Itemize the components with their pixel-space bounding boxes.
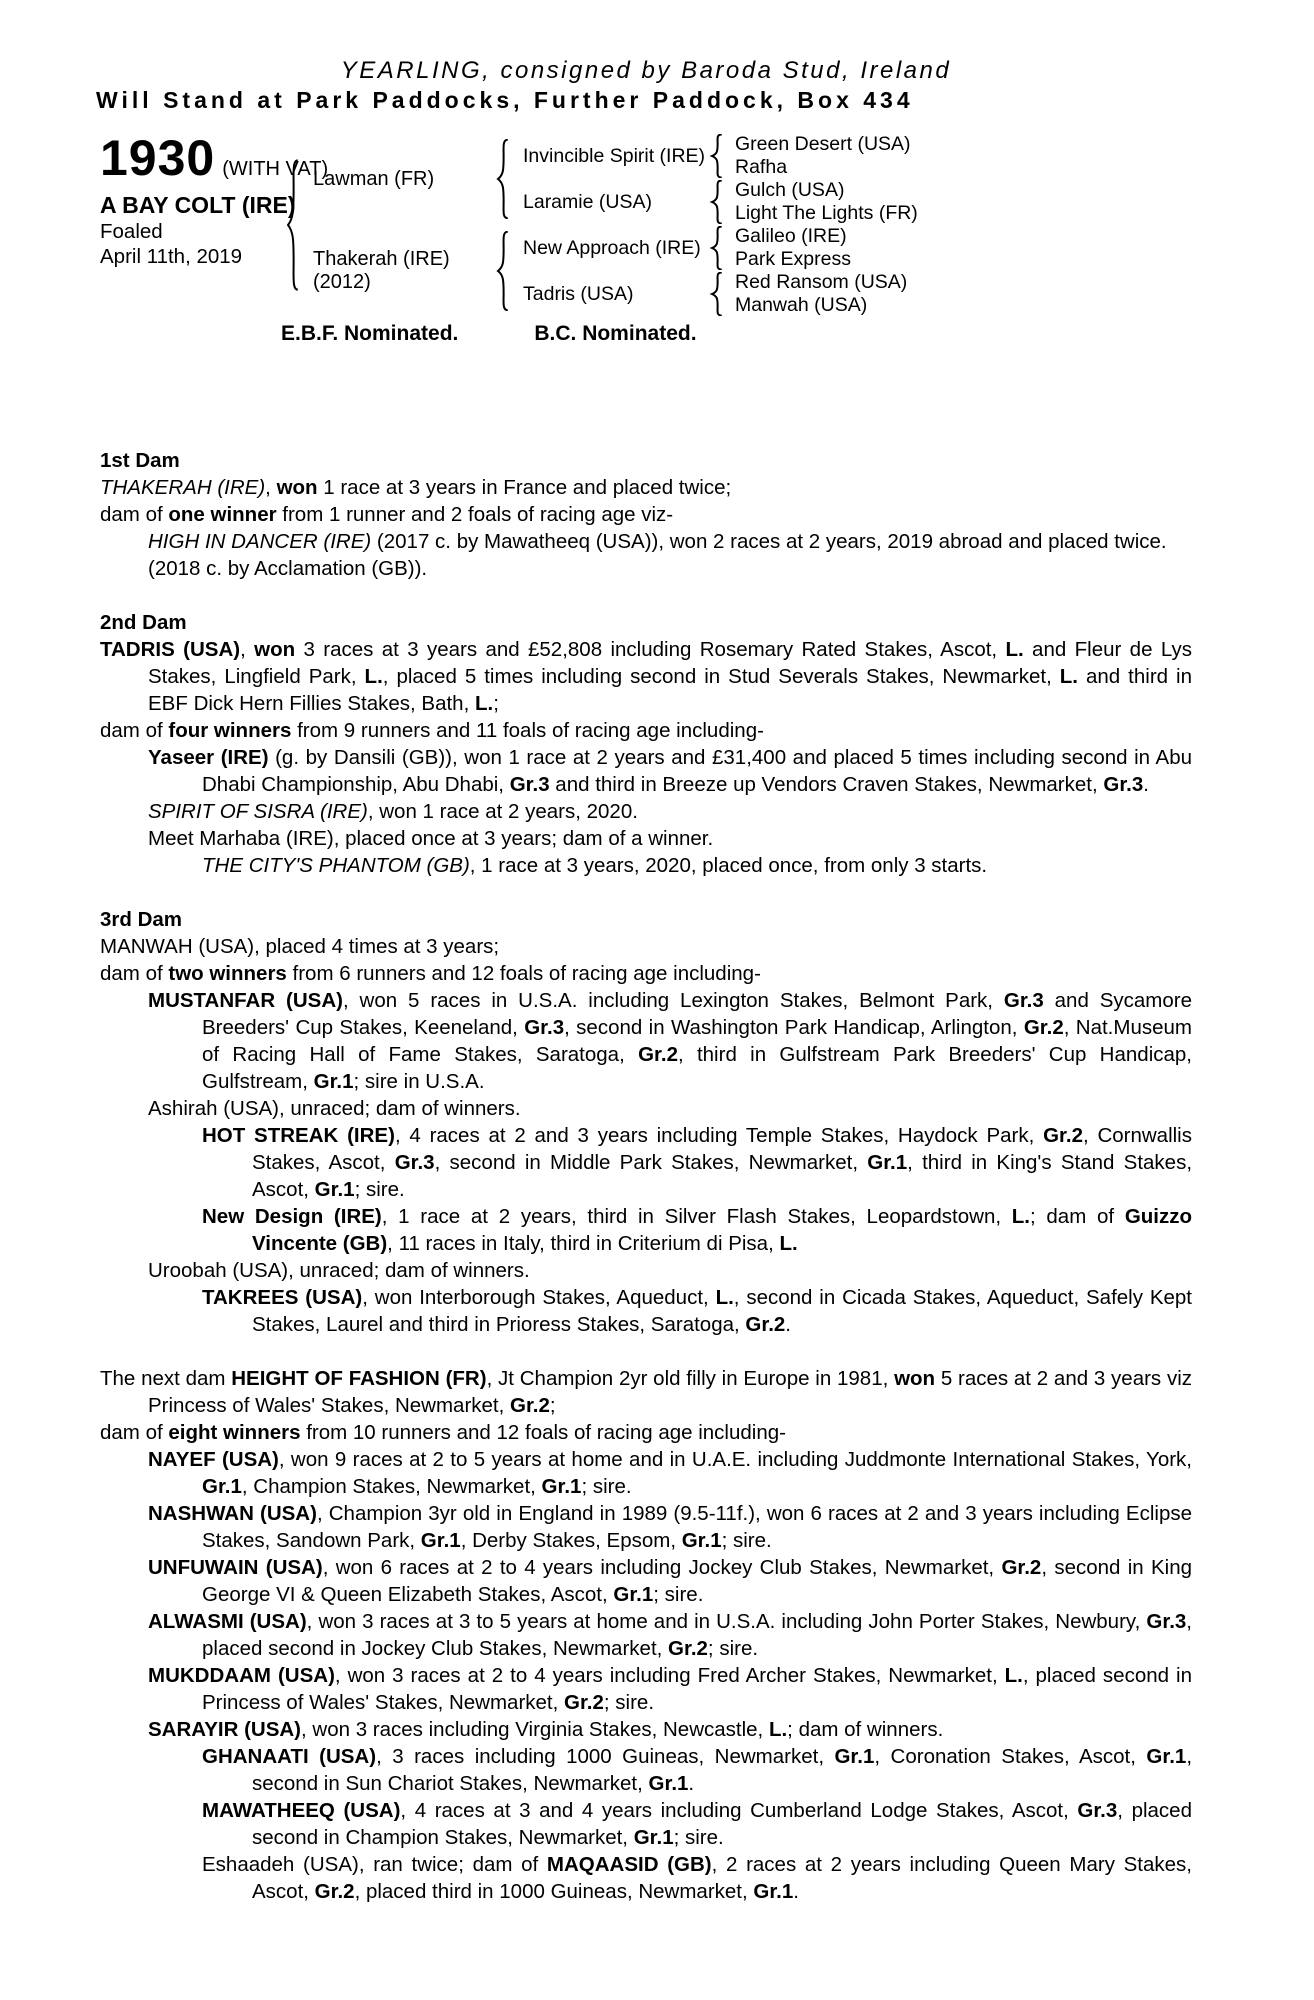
pedigree-section — [100, 447, 1192, 582]
sire-name-text: Lawman (FR) — [313, 167, 435, 190]
stand-location-line: Will Stand at Park Paddocks, Further Paddock, Box 434 — [96, 87, 914, 113]
dam-sire-dam: Park Express — [735, 248, 851, 270]
nominations-line — [281, 321, 1192, 347]
pedigree-brace — [709, 225, 729, 271]
pedigree-brace — [285, 156, 307, 294]
catalogue-paragraph: UNFUWAIN (USA), won 6 races at 2 to 4 years including Jockey Club Stakes, Newmarket, Gr.2, second in King George VI & Queen Elizabeth Stakes, Ascot, Gr.1; sire. — [148, 1556, 1193, 1606]
pedigree-brace — [495, 225, 517, 317]
pedigree-section — [100, 906, 1192, 1338]
pedigree-brace — [709, 133, 729, 179]
catalogue-paragraph: The next dam HEIGHT OF FASHION (FR), Jt Champion 2yr old filly in Europe in 1981, won 5 races at 2 and 3 years viz Princess of Wales' Stakes, Newmarket, Gr.2; — [100, 1367, 1192, 1417]
catalogue-paragraph: dam of one winner from 1 runner and 2 foals of racing age viz- — [100, 503, 674, 526]
dam-sire-sire: Galileo (IRE) — [735, 225, 847, 247]
catalogue-paragraph: SARAYIR (USA), won 3 races including Virginia Stakes, Newcastle, L.; dam of winners. — [148, 1718, 944, 1741]
catalogue-paragraph: Yaseer (IRE) (g. by Dansili (GB)), won 1 race at 2 years and £31,400 and placed 5 times including second in Abu Dhabi Championship, Abu Dhabi, Gr.3 and third in Breeze up Vendors Craven Stakes, Newmarket, Gr.3. — [148, 746, 1192, 796]
catalogue-paragraph: dam of four winners from 9 runners and 11 foals of racing age including- — [100, 719, 764, 742]
catalogue-paragraph: ALWASMI (USA), won 3 races at 3 to 5 years at home and in U.S.A. including John Porter Stakes, Newbury, Gr.3, placed second in Jockey Club Stakes, Newmarket, Gr.2; sire. — [148, 1610, 1192, 1660]
section-heading: 1st Dam — [100, 449, 180, 472]
sire-dam-sire: Gulch (USA) — [735, 179, 845, 201]
ebf-nominated: E.B.F. Nominated. — [281, 322, 459, 345]
catalogue-paragraph: MUKDDAAM (USA), won 3 races at 2 to 4 years including Fred Archer Stakes, Newmarket, L., placed second in Princess of Wales' Stakes, Newmarket, Gr.2; sire. — [148, 1664, 1192, 1714]
foaled-date: April 11th, 2019 — [100, 245, 243, 268]
dam-sire-name: New Approach (IRE) — [523, 236, 701, 259]
pedigree-brace — [709, 179, 729, 225]
dam-dam-dam: Manwah (USA) — [735, 294, 868, 316]
catalogue-paragraph: THAKERAH (IRE), won 1 race at 3 years in France and placed twice; — [100, 476, 732, 499]
catalogue-paragraph: GHANAATI (USA), 3 races including 1000 Guineas, Newmarket, Gr.1, Coronation Stakes, Ascot, Gr.1, second in Sun Chariot Stakes, Newmarket, Gr.1. — [202, 1745, 1193, 1795]
catalogue-paragraph: New Design (IRE), 1 race at 2 years, third in Silver Flash Stakes, Leopardstown, L.; dam of Guizzo Vincente (GB), 11 races in Italy, third in Criterium di Pisa, L. — [202, 1205, 1192, 1255]
pedigree-tree — [100, 130, 1192, 317]
catalogue-paragraph: HIGH IN DANCER (IRE) (2017 c. by Mawatheeq (USA)), won 2 races at 2 years, 2019 abroad and placed twice. — [148, 530, 1167, 553]
catalogue-paragraph: NASHWAN (USA), Champion 3yr old in England in 1989 (9.5-11f.), won 6 races at 2 and 3 years including Eclipse Stakes, Sandown Park, Gr.1, Derby Stakes, Epsom, Gr.1; sire. — [148, 1502, 1193, 1552]
catalogue-paragraph: MUSTANFAR (USA), won 5 races in U.S.A. including Lexington Stakes, Belmont Park, Gr.3 and Sycamore Breeders' Cup Stakes, Keeneland, Gr.3, second in Washington Park Handicap, Arlington, Gr.2, Nat.Museum of Racing Hall of Fame Stakes, Saratoga, Gr.2, third in Gulfstream Park Breeders' Cup Handicap, Gulfstream, Gr.1; sire in U.S.A. — [148, 989, 1193, 1093]
dam-name-text: Thakerah (IRE) — [313, 248, 450, 270]
section-heading: 2nd Dam — [100, 611, 187, 634]
catalogue-paragraph: MANWAH (USA), placed 4 times at 3 years; — [100, 935, 500, 958]
catalogue-paragraph: Ashirah (USA), unraced; dam of winners. — [148, 1097, 521, 1120]
catalogue-paragraph: (2018 c. by Acclamation (GB)). — [148, 557, 428, 580]
sire-sire-dam: Rafha — [735, 156, 788, 178]
sire-sire-name: Invincible Spirit (IRE) — [523, 144, 706, 167]
sire-dam-dam: Light The Lights (FR) — [735, 202, 918, 224]
catalogue-paragraph: TAKREES (USA), won Interborough Stakes, Aqueduct, L., second in Cicada Stakes, Aqueduct, Safely Kept Stakes, Laurel and third in Prioress Stakes, Saratoga, Gr.2. — [202, 1286, 1192, 1336]
horse-description: A BAY COLT (IRE) — [100, 192, 296, 218]
foaled-label: Foaled — [100, 220, 163, 243]
pedigree-section — [100, 1365, 1192, 1905]
catalogue-paragraph: Eshaadeh (USA), ran twice; dam of MAQAASID (GB), 2 races at 2 years including Queen Mary Stakes, Ascot, Gr.2, placed third in 1000 Guineas, Newmarket, Gr.1. — [202, 1853, 1192, 1903]
dam-dam-sire: Red Ransom (USA) — [735, 271, 908, 293]
pedigree-brace — [709, 271, 729, 317]
catalogue-paragraph: dam of two winners from 6 runners and 12 foals of racing age including- — [100, 962, 761, 985]
dam-name — [307, 225, 495, 317]
sire-sire-sire: Green Desert (USA) — [735, 133, 911, 155]
lot-number-line — [100, 130, 329, 186]
bc-nominated: B.C. Nominated. — [534, 322, 697, 345]
dam-year-text: (2012) — [313, 271, 371, 293]
catalogue-paragraph: SPIRIT OF SISRA (IRE), won 1 race at 2 years, 2020. — [148, 800, 638, 823]
sire-name — [307, 133, 495, 225]
catalogue-paragraph: Uroobah (USA), unraced; dam of winners. — [148, 1259, 530, 1282]
sire-dam-name: Laramie (USA) — [523, 190, 652, 213]
catalogue-paragraph: Meet Marhaba (IRE), placed once at 3 years; dam of a winner. — [148, 827, 714, 850]
catalogue-body — [100, 447, 1192, 1905]
lot-number: 1930 — [100, 130, 216, 186]
lot-vat-note: (WITH VAT) — [222, 158, 329, 180]
dam-dam-name: Tadris (USA) — [523, 282, 634, 305]
lot-info — [100, 130, 329, 317]
catalogue-paragraph: dam of eight winners from 10 runners and 12 foals of racing age including- — [100, 1421, 786, 1444]
catalogue-paragraph: MAWATHEEQ (USA), 4 races at 3 and 4 years including Cumberland Lodge Stakes, Ascot, Gr.3, placed second in Champion Stakes, Newmarket, Gr.1; sire. — [202, 1799, 1192, 1849]
catalogue-paragraph: THE CITY'S PHANTOM (GB), 1 race at 3 years, 2020, placed once, from only 3 starts. — [202, 854, 988, 877]
catalogue-paragraph: TADRIS (USA), won 3 races at 3 years and £52,808 including Rosemary Rated Stakes, Ascot, L. and Fleur de Lys Stakes, Lingfield Park, L., placed 5 times including second in Stud Severals Stakes, Newmarket, L. and third in EBF Dick Hern Fillies Stakes, Bath, L.; — [100, 638, 1192, 715]
catalogue-paragraph: NAYEF (USA), won 9 races at 2 to 5 years at home and in U.A.E. including Juddmonte International Stakes, York, Gr.1, Champion Stakes, Newmarket, Gr.1; sire. — [148, 1448, 1193, 1498]
pedigree-section — [100, 609, 1192, 879]
consignment-line: YEARLING, consigned by Baroda Stud, Ireland — [340, 57, 952, 84]
catalogue-paragraph: HOT STREAK (IRE), 4 races at 2 and 3 years including Temple Stakes, Haydock Park, Gr.2, Cornwallis Stakes, Ascot, Gr.3, second in Middle Park Stakes, Newmarket, Gr.1, third in King's Stand Stakes, Ascot, Gr.1; sire. — [202, 1124, 1193, 1201]
section-heading: 3rd Dam — [100, 908, 183, 931]
pedigree-brace — [495, 133, 517, 225]
